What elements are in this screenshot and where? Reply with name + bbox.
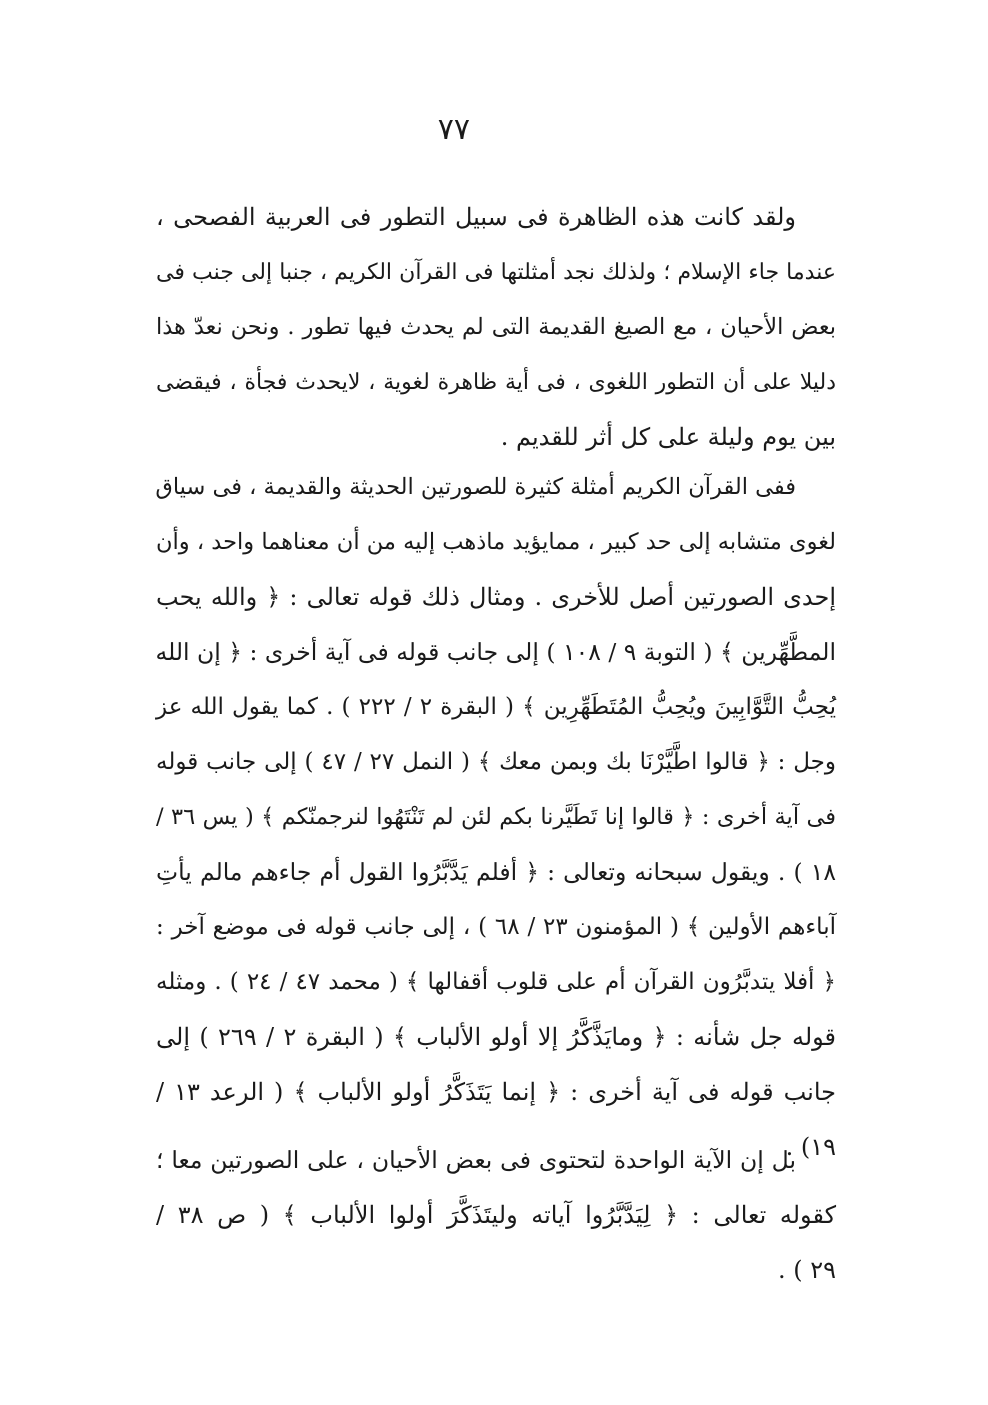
text-line: ففى القرآن الكريم أمثلة كثيرة للصورتين الحديثة والقديمة ، فى سياق xyxy=(155,474,796,500)
text-line: بعض الأحيان ، مع الصيغ القديمة التى لم يحدث فيها تطور . ونحن نعدّ هذا xyxy=(156,314,836,340)
paragraph-3 xyxy=(156,1133,836,1298)
text-line: بين يوم وليلة على كل أثر للقديم . xyxy=(500,423,836,451)
text-line: قوله جل شأنه : ﴿ ومايَذَّكَّرُ إلا أولو الألباب ﴾ ( البقرة ٢ / ٢٦٩ ) إلى xyxy=(156,1023,837,1051)
page-number: ٧٧ xyxy=(437,112,470,147)
text-line: ولقد كانت هذه الظاهرة فى سبيل التطور فى العربية الفصحى ، xyxy=(156,203,796,231)
text-line: ٢٩ ) . xyxy=(777,1256,836,1284)
text-line: فى آية أخرى : ﴿ قالوا إنا تَطَيَّرنا بكم لئن لم تَنْتَهُوا لنرجمنّكم ﴾ ( يس ٣٦ / xyxy=(156,804,836,830)
text-line: جانب قوله فى آية أخرى : ﴿ إنما يَتَذَكَّرُ أولو الألباب ﴾ ( الرعد ١٣ / xyxy=(156,1078,836,1106)
text-line: دليلا على أن التطور اللغوى ، فى أية ظاهرة لغوية ، لايحدث فجأة ، فيقضى xyxy=(156,370,836,395)
text-line: ﴿ أفلا يتدبَّرُون القرآن أم على قلوب أقفالها ﴾ ( محمد ٤٧ / ٢٤ ) . ومثله xyxy=(156,969,836,995)
text-line: بل إن الآية الواحدة لتحتوى فى بعض الأحيان ، على الصورتين معا ؛ xyxy=(156,1146,796,1174)
text-line: إحدى الصورتين أصل للأخرى . ومثال ذلك قوله تعالى : ﴿ والله يحب xyxy=(156,583,836,611)
text-line: كقوله تعالى : ﴿ لِيَدَّبَّرُوا آياته وليتَذَكَّرَ أولوا الألباب ﴾ ( ص ٣٨ / xyxy=(156,1201,837,1229)
paragraph-1 xyxy=(156,190,836,465)
text-line: عندما جاء الإسلام ؛ ولذلك نجد أمثلتها فى القرآن الكريم ، جنبا إلى جنب فى xyxy=(156,260,836,285)
text-line: لغوى متشابه إلى حد كبير ، ممايؤيد ماذهب إليه من أن معناهما واحد ، وأن xyxy=(156,529,836,555)
text-line: المطَّهِّرين ﴾ ( التوبة ٩ / ١٠٨ ) إلى جانب قوله فى آية أخرى : ﴿ إن الله xyxy=(155,638,836,666)
text-line: آباءهم الأولين ﴾ ( المؤمنون ٢٣ / ٦٨ ) ، إلى جانب قوله فى موضع آخر : xyxy=(156,914,836,940)
text-line: وجل : ﴿ قالوا اطَّيَّرْنَا بك وبمن معك ﴾ ( النمل ٢٧ / ٤٧ ) إلى جانب قوله xyxy=(156,749,836,775)
text-line: ١٩) . xyxy=(785,1133,836,1161)
text-line: يُحِبُّ التَّوَّابِينَ ويُحِبُّ المُتَطَهِّرِين ﴾ ( البقرة ٢ / ٢٢٢ ) . كما يقول الله عز xyxy=(156,694,837,720)
paragraph-2 xyxy=(156,460,836,1175)
text-line: ١٨ ) . ويقول سبحانه وتعالى : ﴿ أفلم يَدَّبَّرُوا القول أم جاءهم مالم يأتِ xyxy=(156,858,836,886)
